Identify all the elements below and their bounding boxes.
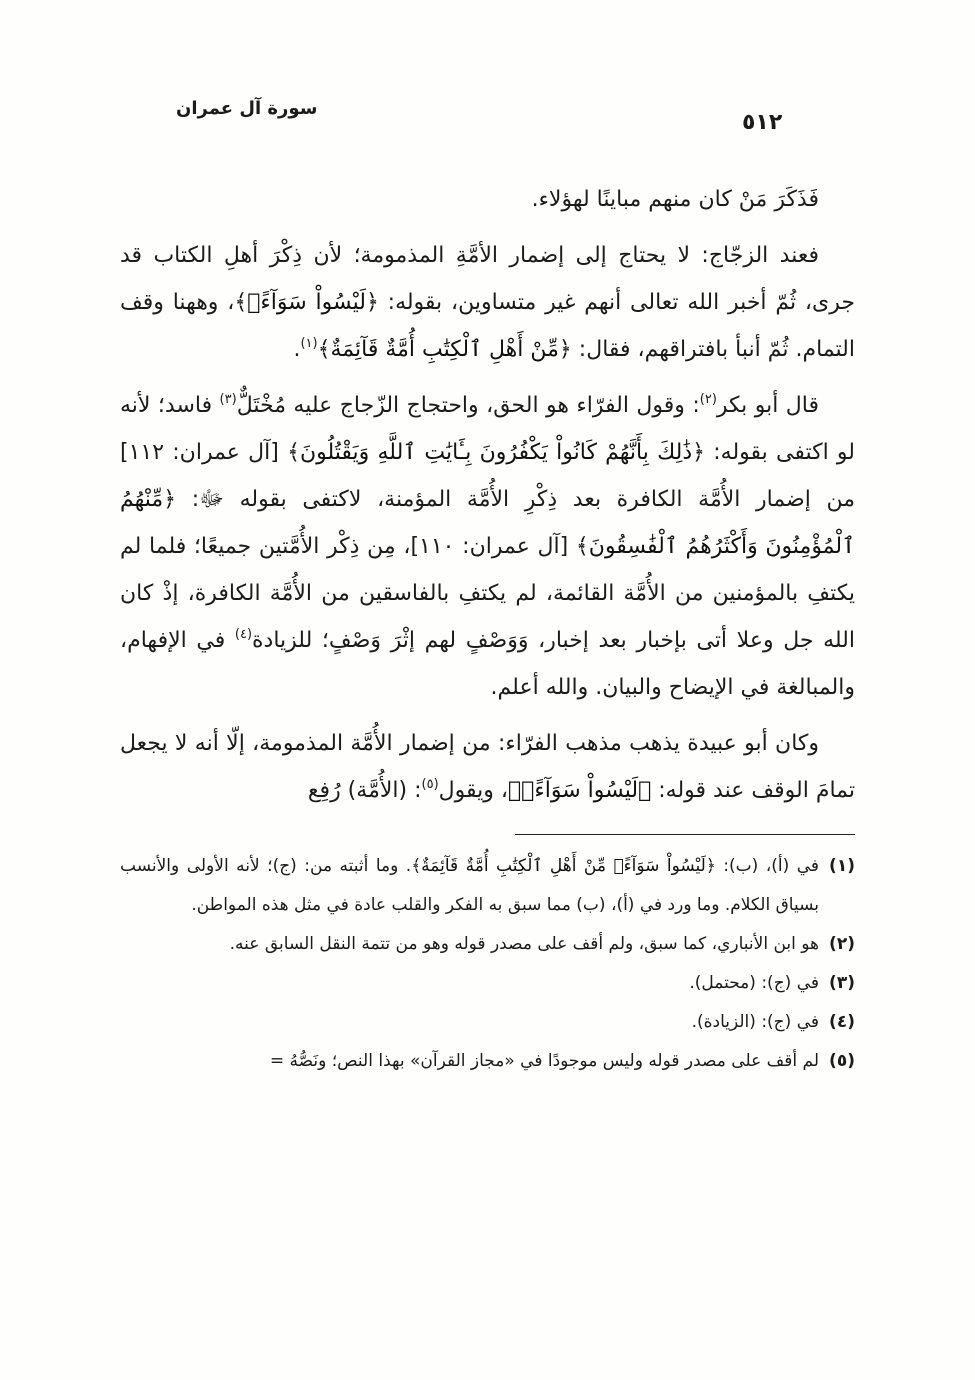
footnote-ref: (٤) (234, 627, 253, 642)
paragraph-text: فاسد؛ لأنه لو اكتفى بقوله: (120, 393, 855, 465)
footnote-item (120, 1003, 855, 1042)
footnote-number: (١) (829, 856, 855, 876)
paragraph-text: . (293, 337, 301, 362)
paragraph-text: فَذَكَرَ مَنْ كان منهم مباينًا لهؤلاء. (531, 187, 819, 212)
footnote-ref: (٢) (699, 392, 717, 407)
body-paragraph (120, 720, 855, 814)
paragraph-text: : وقول الفرّاء هو الحق، واحتجاج الزّجاج عليه مُخْتَلٌّ (236, 393, 700, 418)
paragraph-text: ، وههنا وقف التمام. ثُمّ أنبأ بافتراقهم، فقال: (120, 290, 855, 362)
paragraph-text: [آل عمران: ١١٠]، مِن ذِكْر الأُمَّتين جميعًا؛ فلما لم يكتفِ بالمؤمنين من الأُمَّة القائمة، لم يكتفِ بالفاسقين من الأُمَّة الكافرة، إذْ كان الله جل وعلا أتى بإخبار بعد إخبار، وَوَصْفٍ لهم إثْرَ وَصْفٍ؛ للزيادة (120, 534, 855, 653)
footnote-text-segment: . وما أثبته من: (ج)؛ لأنه الأولى والأنسب بسياق الكلام. وما ورد في (أ)، (ب) مما سبق به الفكر والقلب عادة في مثل هذه المواطن. (120, 856, 819, 915)
quran-quote: ﴿ذَٰلِكَ بِأَنَّهُمْ كَانُواْ يَكْفُرُونَ بِـَٔايَٰتِ ٱللَّهِ وَيَقْتُلُونَ﴾ (287, 440, 706, 465)
footnotes (120, 834, 855, 1081)
paragraph-text: قال أبو بكر (716, 393, 819, 418)
quran-quote: ﴿مِّنْهُمُ ٱلْمُؤْمِنُونَ وَأَكْثَرُهُمُ ٱلْفَٰسِقُونَ﴾ (120, 487, 855, 559)
page-content (120, 176, 855, 1081)
footnote-separator (515, 834, 855, 835)
main-text (120, 176, 855, 814)
paragraph-text: ، ويقول (438, 778, 508, 803)
footnote-item (120, 964, 855, 1003)
paragraph-text: : (الأُمَّة) رُفِع (307, 778, 422, 803)
footnote-number: (٣) (829, 973, 855, 993)
footnote-item (120, 925, 855, 964)
paragraph-text: [آل عمران: ١١٢] من إضمار الأُمَّة الكافرة بعد ذِكْرِ الأُمَّة المؤمنة، لاكتفى بقوله ﷻ: (120, 440, 855, 512)
quran-quote: ﴿لَيْسُواْ سَوَآءًۗ﴾ (507, 778, 652, 803)
body-paragraph (120, 382, 855, 711)
quran-quote: ﴿لَيْسُواْ سَوَآءًۗ﴾ (234, 290, 379, 315)
footnote-number: (٤) (829, 1012, 855, 1032)
footnote-text: في (ج): (محتمل). (689, 973, 819, 993)
paragraph-text: في الإفهام، والمبالغة في الإيضاح والبيان. والله أعلم. (120, 628, 855, 700)
footnote-ref: (٣) (219, 392, 237, 407)
quran-quote: ﴿مِّنْ أَهْلِ ٱلْكِتَٰبِ أُمَّةٌ قَآئِمَةٌ﴾ (317, 337, 572, 362)
footnote-number: (٥) (829, 1051, 855, 1071)
footnote-text (120, 847, 819, 925)
body-paragraph (120, 176, 855, 223)
footnote-text: لم أقف على مصدر قوله وليس موجودًا في «مجاز القرآن» بهذا النص؛ ونَصُّهُ = (269, 1051, 819, 1071)
paragraph-text: فعند الزجّاج: لا يحتاج إلى إضمار الأمَّةِ المذمومة؛ لأن ذِكْرَ أهلِ الكتاب قد جرى، ثُمّ أخبر الله تعالى أنهم غير متساوين، بقوله: (120, 243, 855, 315)
footnote-ref: (١) (300, 336, 318, 351)
running-header-title: سورة آل عمران (176, 98, 318, 119)
footnote-text: هو ابن الأنباري، كما سبق، ولم أقف على مصدر قوله وهو من تتمة النقل السابق عنه. (229, 934, 819, 954)
footnote-text-segment: في (أ)، (ب): (715, 856, 820, 876)
footnote-item (120, 847, 855, 925)
paragraph-text: وكان أبو عبيدة يذهب مذهب الفرّاء: من إضمار الأُمَّة المذمومة، إلّا أنه لا يجعل تمامَ الوقف عند قوله: (120, 731, 855, 803)
footnote-text: في (ج): (الزيادة). (691, 1012, 819, 1032)
footnote-ref: (٥) (421, 777, 439, 792)
quran-quote: ﴿لَيْسُواْ سَوَآءًۗ مِّنْ أَهْلِ ٱلْكِتَٰبِ أُمَّةٌ قَآئِمَةٌ﴾ (411, 856, 716, 876)
footnote-item (120, 1042, 855, 1081)
footnote-number: (٢) (829, 934, 855, 954)
body-paragraph (120, 232, 855, 373)
page-number: ٥١٢ (742, 110, 783, 135)
